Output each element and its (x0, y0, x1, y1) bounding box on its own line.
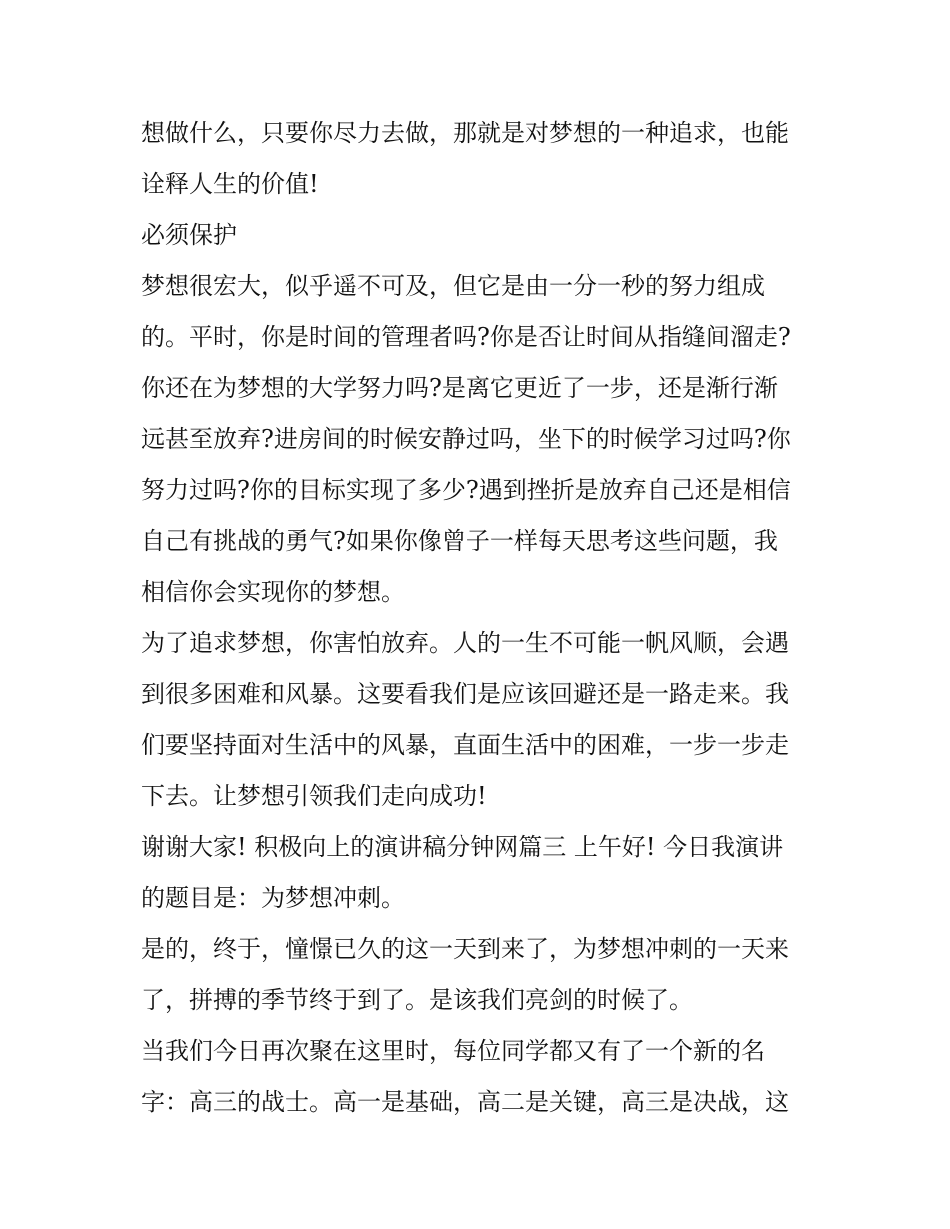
document-body (141, 108, 813, 1128)
text-line: 梦想很宏大，似乎遥不可及，但它是由一分一秒的努力组成 (141, 272, 765, 300)
text-line: 当我们今日再次聚在这里时，每位同学都又有了一个新的名 (141, 1037, 765, 1065)
text-line: 相信你会实现你的梦想。 (141, 578, 405, 606)
text-line: 的。平时，你是时间的管理者吗?你是否让时间从指缝间溜走? (141, 323, 791, 351)
text-line: 们要坚持面对生活中的风暴，直面生活中的困难，一步一步走 (141, 731, 789, 759)
text-line: 是的，终于，憧憬已久的这一天到来了，为梦想冲刺的一天来 (141, 935, 789, 963)
text-line: 为了追求梦想，你害怕放弃。人的一生不可能一帆风顺，会遇 (141, 629, 789, 657)
section-heading: 必须保护 (141, 221, 237, 249)
text-line: 远甚至放弃?进房间的时候安静过吗，坐下的时候学习过吗?你 (141, 425, 791, 453)
text-line: 了，拼搏的季节终于到了。是该我们亮剑的时候了。 (141, 986, 693, 1014)
text-line: 到很多困难和风暴。这要看我们是应该回避还是一路走来。我 (141, 680, 789, 708)
text-line: 字：高三的战士。高一是基础，高二是关键，高三是决战，这 (141, 1088, 789, 1116)
text-line: 谢谢大家! 积极向上的演讲稿分钟网篇三 上午好! 今日我演讲 (141, 833, 784, 861)
text-line: 自己有挑战的勇气?如果你像曾子一样每天思考这些问题，我 (141, 527, 778, 555)
text-line: 努力过吗?你的目标实现了多少?遇到挫折是放弃自己还是相信 (141, 476, 791, 504)
text-line: 你还在为梦想的大学努力吗?是离它更近了一步，还是渐行渐 (141, 374, 778, 402)
text-line: 的题目是：为梦想冲刺。 (141, 884, 405, 912)
text-line: 下去。让梦想引领我们走向成功! (141, 782, 487, 810)
text-line: 想做什么，只要你尽力去做，那就是对梦想的一种追求，也能 (141, 119, 789, 147)
text-line: 诠释人生的价值! (141, 170, 319, 198)
